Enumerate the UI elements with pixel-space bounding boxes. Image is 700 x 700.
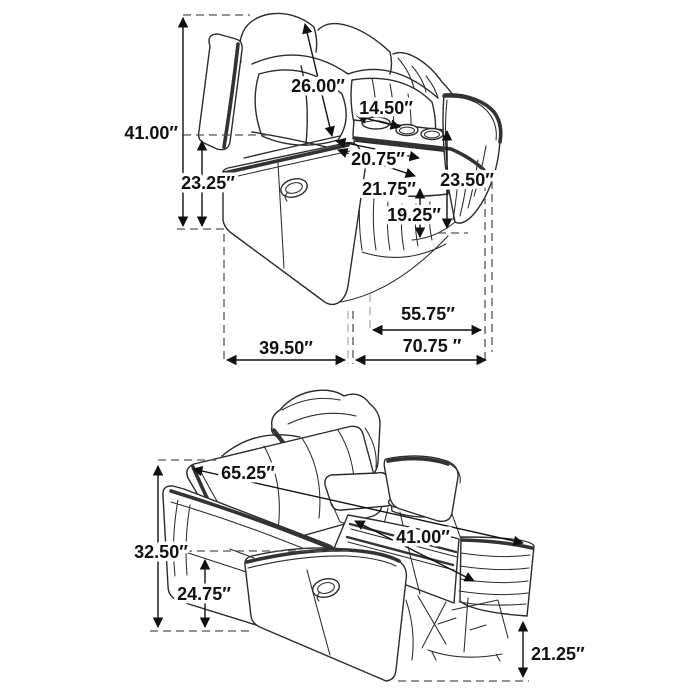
dim-label-console-height: 23.50″ (440, 170, 494, 190)
dim-label-back-length: 26.00″ (291, 76, 345, 96)
dim-label-reclined-back-height: 32.50″ (134, 542, 188, 562)
dim-label-reclined-arm-height: 24.75″ (177, 584, 231, 604)
dim-label-footrest-height: 21.25″ (531, 644, 585, 664)
front-armrest-panel (245, 548, 407, 681)
dim-label-overall-height: 41.00″ (124, 123, 178, 143)
headrest-pleats (398, 58, 438, 98)
dim-label-arm-height: 23.25″ (181, 173, 235, 193)
backrest-top-cushions (239, 13, 462, 134)
upright-view-illustration (199, 13, 501, 304)
dim-label-reclined-length: 65.25″ (221, 463, 275, 483)
reclined-view-illustration (163, 390, 534, 681)
dim-label-seat-depth: 20.75″ (351, 149, 405, 169)
console-pad (325, 473, 394, 511)
dim-label-depth: 39.50″ (259, 338, 313, 358)
dim-label-seat-height-inner: 19.25″ (387, 205, 441, 225)
dim-label-reclined-seat-length: 41.00″ (396, 527, 450, 547)
dim-label-inner-width: 55.75″ (401, 304, 455, 324)
dim-label-console-width: 14.50″ (359, 98, 413, 118)
front-skirt-pleats (359, 194, 446, 257)
dim-label-overall-width: 70.75 ″ (402, 336, 462, 356)
dim-label-seat-width: 21.75″ (362, 179, 416, 199)
